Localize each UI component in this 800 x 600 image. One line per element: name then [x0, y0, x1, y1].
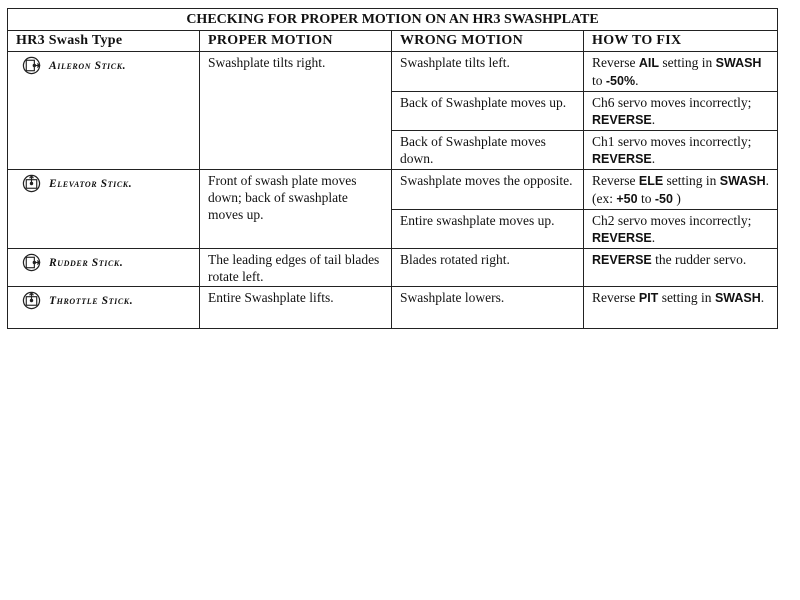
wrong-motion-cell: Swashplate tilts left.: [392, 52, 584, 92]
type-label-throttle: Throttle Stick.: [49, 295, 134, 307]
type-label-elevator: Elevator Stick.: [49, 178, 133, 190]
type-cell-throttle: [8, 287, 200, 329]
header-swash-type: HR3 Swash Type: [8, 31, 200, 52]
wrong-motion-cell: Swashplate lowers.: [392, 287, 584, 329]
wrong-motion-cell: Back of Swashplate moves up.: [392, 92, 584, 131]
header-wrong-motion: WRONG MOTION: [392, 31, 584, 52]
proper-motion-elevator: Front of swash plate moves down; back of swashplate moves up.: [200, 170, 392, 249]
type-label-rudder: Rudder Stick.: [49, 257, 124, 269]
fix-cell: Reverse AIL setting in SWASH to -50%.: [584, 52, 778, 92]
swashplate-motion-table: [7, 8, 778, 329]
type-cell-aileron: [8, 52, 200, 170]
type-cell-rudder: [8, 249, 200, 287]
table-row: [8, 52, 778, 92]
proper-motion-throttle: Entire Swashplate lifts.: [200, 287, 392, 329]
side-stick-icon: [22, 253, 41, 272]
fix-cell: Ch1 servo moves incorrectly; REVERSE.: [584, 131, 778, 170]
wrong-motion-cell: Blades rotated right.: [392, 249, 584, 287]
fix-cell: Reverse ELE setting in SWASH. (ex: +50 to -50 ): [584, 170, 778, 210]
header-row: [8, 31, 778, 52]
vertical-stick-icon: [22, 291, 41, 310]
header-how-to-fix: HOW TO FIX: [584, 31, 778, 52]
table-row: [8, 170, 778, 210]
table-row: [8, 249, 778, 287]
table-row: [8, 287, 778, 329]
wrong-motion-cell: Entire swashplate moves up.: [392, 210, 584, 249]
fix-cell: Reverse PIT setting in SWASH.: [584, 287, 778, 329]
proper-motion-rudder: The leading edges of tail blades rotate left.: [200, 249, 392, 287]
proper-motion-aileron: Swashplate tilts right.: [200, 52, 392, 170]
wrong-motion-cell: Back of Swashplate moves down.: [392, 131, 584, 170]
type-label-aileron: Aileron Stick.: [49, 60, 127, 72]
wrong-motion-cell: Swashplate moves the opposite.: [392, 170, 584, 210]
header-proper-motion: PROPER MOTION: [200, 31, 392, 52]
fix-cell: Ch2 servo moves incorrectly; REVERSE.: [584, 210, 778, 249]
side-stick-icon: [22, 56, 41, 75]
title-row: [8, 9, 778, 31]
fix-cell: Ch6 servo moves incorrectly; REVERSE.: [584, 92, 778, 131]
type-cell-elevator: [8, 170, 200, 249]
fix-cell: REVERSE the rudder servo.: [584, 249, 778, 287]
table-title: CHECKING FOR PROPER MOTION ON AN HR3 SWASHPLATE: [8, 9, 778, 31]
vertical-stick-icon: [22, 174, 41, 193]
